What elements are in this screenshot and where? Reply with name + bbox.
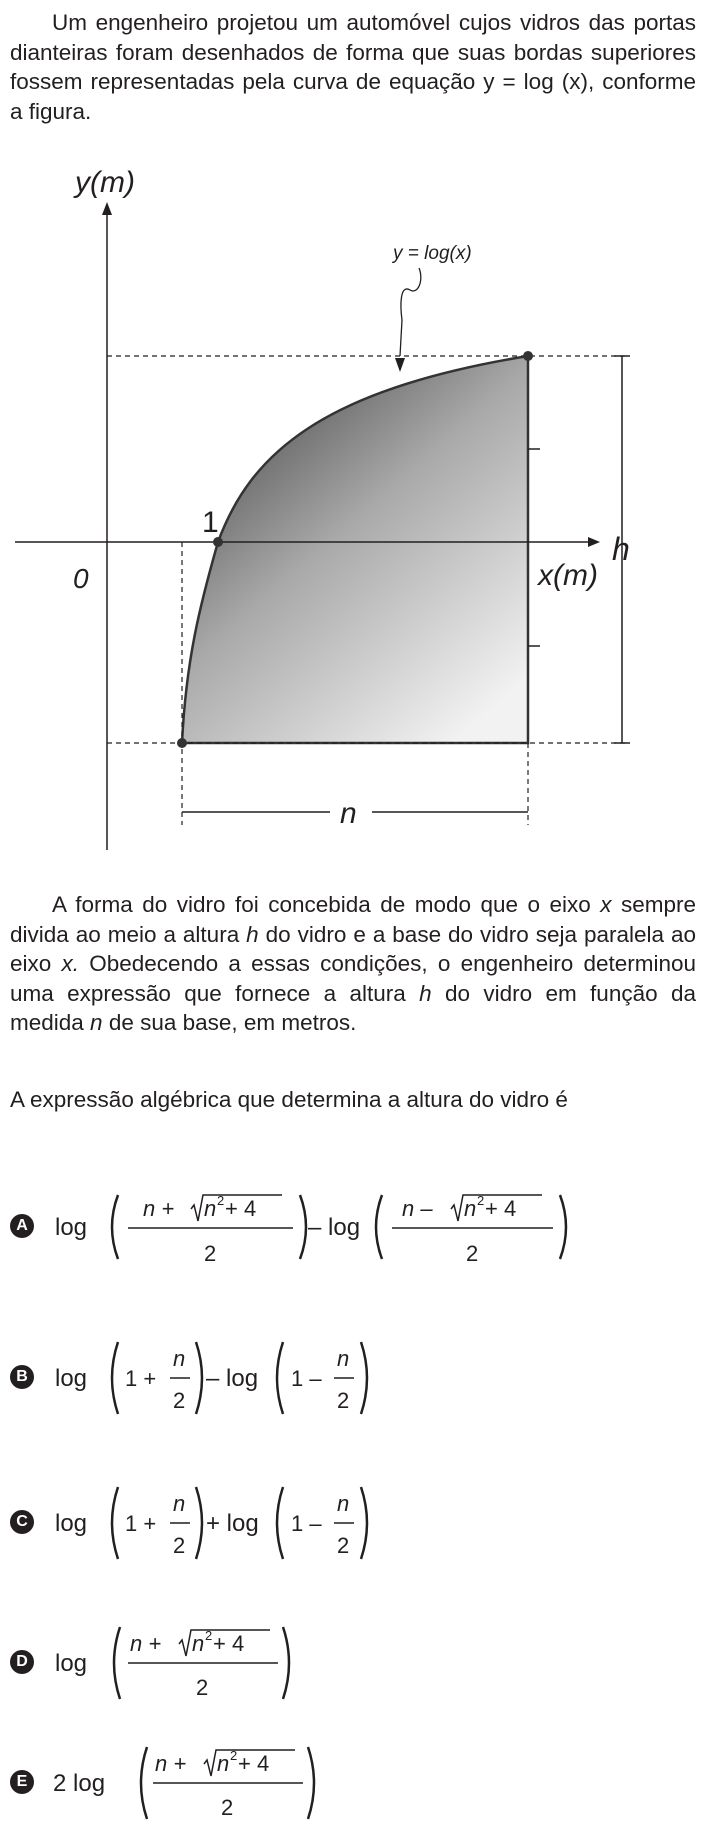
body-var-x: x. [61,951,80,976]
intro-paragraph: Um engenheiro projetou um automóvel cujos vidros das portas dianteiras foram desenhados de forma que suas bordas superiores fossem representadas pela curva de equação y = log (x), conforme a figura. [10,10,696,124]
log-text: log [55,1650,88,1677]
option-c-expression [10,1465,700,1585]
log-text: log [55,1510,88,1537]
paren-left [277,1487,283,1559]
one-label: 1 [202,506,219,539]
body-text: A forma do vidro foi concebida de modo que o eixo [52,892,601,917]
denominator: 2 [337,1388,350,1413]
question-stem: A expressão algébrica que determina a altura do vidro é [10,1087,568,1112]
denominator: 2 [173,1533,186,1558]
numerator: n + [130,1631,162,1656]
paren-right [300,1195,306,1259]
one-plus: 1 + [125,1366,157,1391]
numerator: n + [155,1751,187,1776]
body-var-h: h [419,980,432,1006]
numerator: n + [143,1196,175,1221]
body-text: do vidro e a base do vidro seja paralela ao eixo [10,921,697,976]
radicand-rest: + 4 [213,1631,245,1656]
option-b-badge: B [10,1365,34,1389]
radicand-exp: 2 [205,1628,213,1643]
log-text: log [55,1214,88,1241]
x-axis-arrow [588,537,600,547]
denominator: 2 [337,1533,350,1558]
option-c[interactable] [10,1465,700,1585]
one-plus: 1 + [125,1511,157,1536]
glass-shape [182,356,528,743]
body-text: do vidro em função da medida [10,980,696,1035]
body-text: de sua base, em metros. [102,1010,357,1035]
radicand-n: n [217,1751,230,1776]
option-e[interactable] [10,1715,700,1835]
radicand-exp: 2 [230,1748,238,1763]
paren-left [114,1627,120,1699]
numerator: n [173,1491,186,1516]
paren-left [112,1195,118,1259]
radicand-n: n [464,1196,477,1221]
y-axis-label: y(m) [75,166,135,199]
radicand-rest: + 4 [225,1196,257,1221]
radicand-rest: + 4 [238,1751,270,1776]
paren-left [277,1342,283,1414]
option-a[interactable] [10,1165,700,1285]
numerator: n [173,1346,186,1371]
paren-right [361,1342,367,1414]
base-label: n [340,797,357,830]
radicand-exp: 2 [217,1193,225,1208]
plus-log-text: + log [206,1510,259,1537]
radicand-n: n [192,1631,205,1656]
body-var-x: x [600,892,612,917]
option-a-expression [10,1165,700,1285]
curve-label: y = log(x) [393,243,472,264]
log-text: log [55,1365,88,1392]
paren-right [283,1627,289,1699]
denominator: 2 [204,1241,217,1266]
denominator: 2 [466,1241,479,1266]
numerator: n – [402,1196,433,1221]
option-c-badge: C [10,1510,34,1534]
option-d[interactable] [10,1605,700,1725]
point-top [523,351,533,361]
body-var-n: n [90,1010,103,1035]
denominator: 2 [221,1795,234,1820]
numerator: n [337,1346,350,1371]
option-b[interactable] [10,1320,700,1440]
paren-left [141,1747,147,1819]
paren-left [112,1487,118,1559]
one-minus: 1 – [291,1511,322,1536]
paren-right [560,1195,566,1259]
paren-left [376,1195,382,1259]
option-e-expression [10,1715,700,1835]
denominator: 2 [173,1388,186,1413]
numerator: n [337,1491,350,1516]
body-var-h: h [246,921,259,947]
radicand-rest: + 4 [485,1196,517,1221]
option-d-badge: D [10,1650,34,1674]
y-axis-arrow [102,202,112,215]
paren-right [361,1487,367,1559]
one-minus: 1 – [291,1366,322,1391]
paren-left [112,1342,118,1414]
radicand-n: n [204,1196,217,1221]
minus-log-text: – log [308,1214,361,1241]
denominator: 2 [196,1675,209,1700]
body-text: sempre divida ao meio a altura [10,892,696,947]
x-axis-label: x(m) [538,559,598,592]
height-label: h [612,531,630,567]
log-text: 2 log [53,1770,106,1797]
paren-right [308,1747,314,1819]
body-text: Obedecendo a essas condições, o engenheiro determinou uma expressão que fornece a altura [10,951,697,1006]
option-a-badge: A [10,1214,34,1238]
curve-pointer [400,268,421,356]
option-d-expression [10,1605,700,1725]
paren-right [196,1342,202,1414]
curve-pointer-arrow [395,358,405,372]
point-bottom [177,738,187,748]
description-paragraph [10,890,696,1038]
origin-label: 0 [73,563,89,594]
paren-right [196,1487,202,1559]
log-curve-figure [0,160,705,860]
option-b-expression [10,1320,700,1440]
option-e-badge: E [10,1770,34,1794]
minus-log-text: – log [206,1365,259,1392]
radicand-exp: 2 [477,1193,485,1208]
